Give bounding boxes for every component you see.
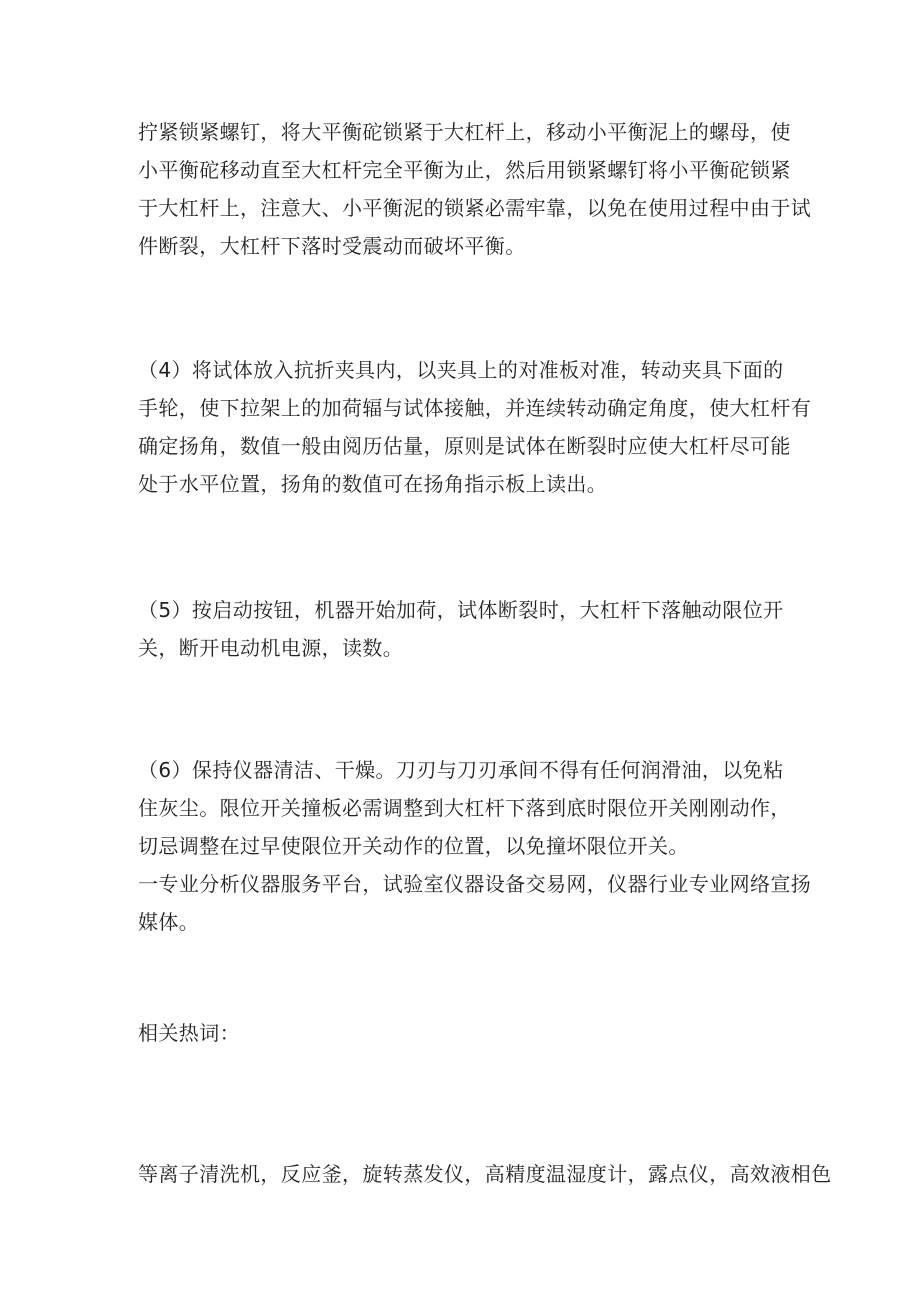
paragraph-tighten-screws bbox=[138, 113, 812, 265]
related-keywords-heading bbox=[138, 1014, 798, 1052]
text-line: （4）将试体放入抗折夹具内，以夹具上的对准板对准，转动夹具下面的 bbox=[138, 358, 784, 382]
text-line: 确定扬角，数值一般由阅历估量，原则是试体在断裂时应使大杠杆尽可能 bbox=[138, 434, 791, 458]
paragraph-step-6 bbox=[138, 751, 812, 941]
text-line: 于大杠杆上，注意大、小平衡泥的锁紧必需牢靠，以免在使用过程中由于试 bbox=[138, 196, 812, 220]
text-line: 关，断开电动机电源，读数。 bbox=[138, 636, 404, 660]
text-line: 小平衡砣移动直至大杠杆完全平衡为止，然后用锁紧螺钉将小平衡砣锁紧 bbox=[138, 158, 791, 182]
text-line: 切忌调整在过早使限位开关动作的位置，以免撞坏限位开关。 bbox=[138, 834, 689, 858]
text-line: （5）按启动按钮，机器开始加荷，试体断裂时，大杠杆下落触动限位开 bbox=[138, 598, 784, 622]
paragraph-step-5 bbox=[138, 591, 798, 667]
text-line: 等离子清洗机，反应釜，旋转蒸发仪，高精度温湿度计，露点仪，高效液相色 bbox=[138, 1162, 832, 1186]
related-keywords-list bbox=[138, 1155, 832, 1193]
text-line: 件断裂，大杠杆下落时受震动而破坏平衡。 bbox=[138, 234, 526, 258]
text-line: 一专业分析仪器服务平台，试验室仪器设备交易网，仪器行业专业网络宣扬 bbox=[138, 872, 812, 896]
text-line: 相关热词： bbox=[138, 1021, 240, 1045]
text-line: 拧紧锁紧螺钉，将大平衡砣锁紧于大杠杆上，移动小平衡泥上的螺母，使 bbox=[138, 120, 791, 144]
text-line: 处于水平位置，扬角的数值可在扬角指示板上读出。 bbox=[138, 472, 608, 496]
text-line: （6）保持仪器清洁、干燥。刀刃与刀刃承间不得有任何润滑油，以免粘 bbox=[138, 758, 784, 782]
text-line: 手轮，使下拉架上的加荷辐与试体接触，并连续转动确定角度，使大杠杆有 bbox=[138, 396, 812, 420]
paragraph-step-4 bbox=[138, 351, 812, 503]
text-line: 媒体。 bbox=[138, 910, 200, 934]
text-line: 住灰尘。限位开关撞板必需调整到大杠杆下落到底时限位开关刚刚动作， bbox=[138, 796, 791, 820]
